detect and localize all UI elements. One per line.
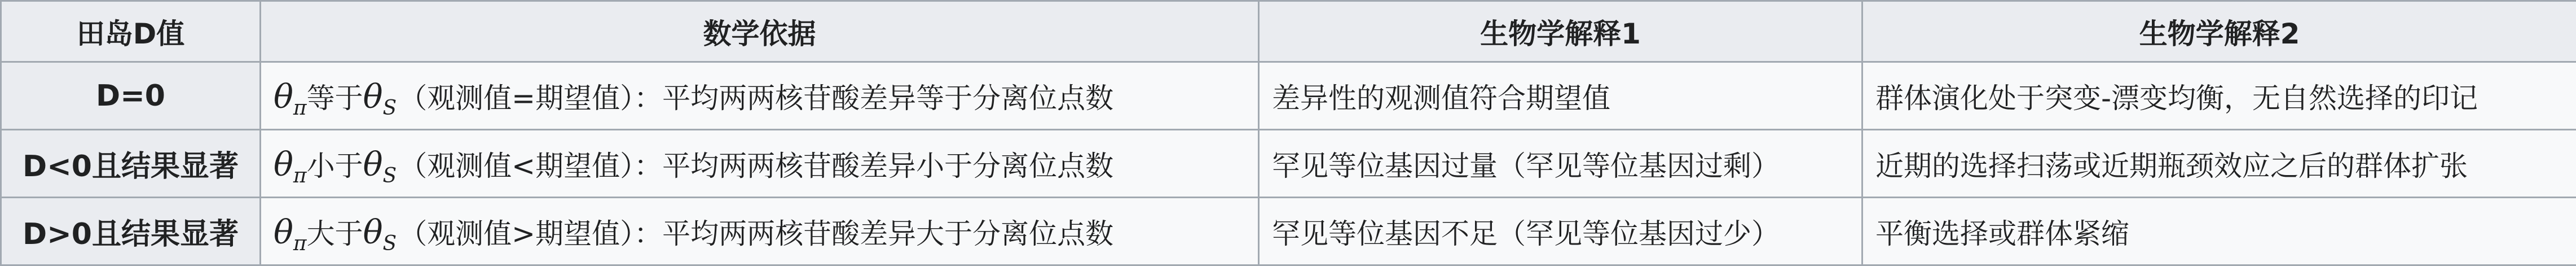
basis-text: （观测值>期望值）：平均两两核苷酸差异大于分离位点数: [399, 217, 1113, 250]
row-bio-explanation-1: 罕见等位基因过量（罕见等位基因过剩）: [1259, 130, 1862, 198]
basis-text: （观测值=期望值）：平均两两核苷酸差异等于分离位点数: [399, 82, 1113, 115]
theta-pi-symbol: $\theta_\pi$: [274, 213, 307, 251]
theta-s-symbol: $\theta_S$: [363, 145, 397, 184]
table-row: [1, 130, 2576, 198]
table-header-row: [1, 1, 2576, 62]
header-bio-explanation-2: 生物学解释2: [1862, 1, 2576, 62]
table-row: [1, 198, 2576, 265]
row-bio-explanation-1: 差异性的观测值符合期望值: [1259, 62, 1862, 130]
theta-pi-symbol: $\theta_\pi$: [274, 77, 307, 116]
theta-pi-symbol: $\theta_\pi$: [274, 145, 307, 184]
relation-text: 大于: [307, 217, 363, 250]
row-math-basis: [261, 198, 1259, 265]
theta-s-symbol: $\theta_S$: [363, 213, 397, 251]
basis-text: （观测值<期望值）：平均两两核苷酸差异小于分离位点数: [399, 150, 1113, 182]
relation-text: 小于: [307, 150, 363, 182]
row-math-basis: [261, 130, 1259, 198]
row-bio-explanation-2: 近期的选择扫荡或近期瓶颈效应之后的群体扩张: [1862, 130, 2576, 198]
row-d-value: D>0且结果显著: [1, 198, 261, 265]
relation-text: 等于: [307, 82, 363, 115]
row-d-value: D=0: [1, 62, 261, 130]
row-bio-explanation-2: 平衡选择或群体紧缩: [1862, 198, 2576, 265]
row-bio-explanation-2: 群体演化处于突变-漂变均衡，无自然选择的印记: [1862, 62, 2576, 130]
row-d-value: D<0且结果显著: [1, 130, 261, 198]
theta-s-symbol: $\theta_S$: [363, 77, 397, 116]
header-math-basis: 数学依据: [261, 1, 1259, 62]
table-row: [1, 62, 2576, 130]
header-bio-explanation-1: 生物学解释1: [1259, 1, 1862, 62]
row-bio-explanation-1: 罕见等位基因不足（罕见等位基因过少）: [1259, 198, 1862, 265]
header-d-value: 田岛D值: [1, 1, 261, 62]
row-math-basis: [261, 62, 1259, 130]
